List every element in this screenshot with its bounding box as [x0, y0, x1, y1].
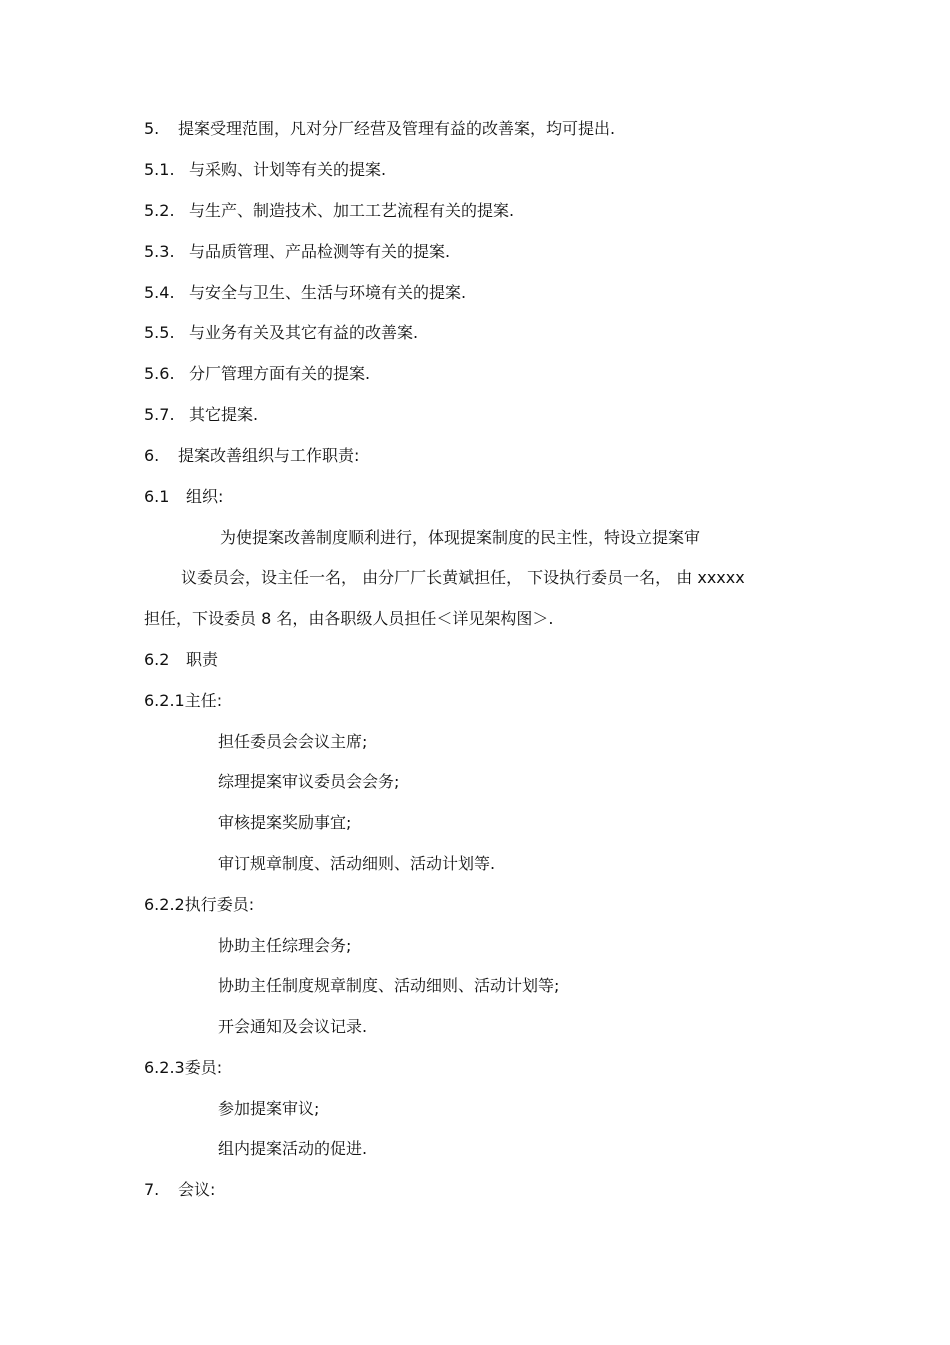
section-5-1: [144, 160, 386, 180]
section-6-2: [144, 650, 218, 670]
section-5-heading: [144, 119, 615, 139]
duty-item: 综理提案审议委员会会务;: [218, 772, 400, 791]
section-6-heading: [144, 446, 359, 466]
section-number: 5.1.: [144, 160, 175, 179]
section-text: 其它提案.: [189, 405, 259, 424]
section-number: 6.1: [144, 487, 170, 506]
section-text: 与品质管理、产品检测等有关的提案.: [189, 242, 451, 261]
duty-item: 协助主任综理会务;: [218, 936, 352, 955]
section-number: 6.2.2: [144, 895, 185, 914]
section-text: 与采购、计划等有关的提案.: [189, 160, 387, 179]
section-number: 5.5.: [144, 323, 175, 342]
section-number: 5.2.: [144, 201, 175, 220]
section-number: 6.2.3: [144, 1058, 185, 1077]
duty-item: 担任委员会会议主席;: [218, 732, 368, 751]
section-number: 5.: [144, 119, 160, 138]
section-7-heading: [144, 1180, 215, 1200]
section-text: 会议:: [178, 1180, 216, 1199]
section-number: 5.3.: [144, 242, 175, 261]
section-6-1: [144, 487, 223, 507]
section-5-4: [144, 283, 466, 303]
section-5-3: [144, 242, 450, 262]
section-text: 执行委员:: [184, 895, 255, 914]
section-5-6: [144, 364, 370, 384]
section-number: 5.4.: [144, 283, 175, 302]
section-text: 与业务有关及其它有益的改善案.: [189, 323, 419, 342]
section-text: 职责: [186, 650, 219, 669]
organization-paragraph-line-3: 担任，下设委员 8 名，由各职级人员担任＜详见架构图＞.: [144, 609, 554, 628]
section-5-2: [144, 201, 514, 221]
section-5-5: [144, 323, 418, 343]
section-6-2-2: [144, 895, 254, 915]
section-text: 提案改善组织与工作职责:: [178, 446, 360, 465]
section-text: 委员:: [184, 1058, 223, 1077]
section-number: 6.2: [144, 650, 170, 669]
duty-item: 审核提案奖励事宜;: [218, 813, 352, 832]
section-number: 6.2.1: [144, 691, 185, 710]
section-6-2-1: [144, 691, 222, 711]
section-text: 与安全与卫生、生活与环境有关的提案.: [189, 283, 467, 302]
section-6-2-3: [144, 1058, 222, 1078]
section-5-7: [144, 405, 258, 425]
section-text: 与生产、制造技术、加工工艺流程有关的提案.: [189, 201, 515, 220]
section-text: 主任:: [184, 691, 223, 710]
duty-item: 协助主任制度规章制度、活动细则、活动计划等;: [218, 976, 560, 995]
section-number: 7.: [144, 1180, 160, 1199]
section-text: 组织:: [186, 487, 224, 506]
section-text: 分厂管理方面有关的提案.: [189, 364, 371, 383]
duty-item: 参加提案审议;: [218, 1099, 320, 1118]
duty-item: 组内提案活动的促进.: [218, 1139, 368, 1158]
organization-paragraph-line-1: 为使提案改善制度顺利进行，体现提案制度的民主性，特设立提案审: [220, 528, 701, 547]
duty-item: 审订规章制度、活动细则、活动计划等.: [218, 854, 496, 873]
section-number: 5.7.: [144, 405, 175, 424]
section-number: 6.: [144, 446, 160, 465]
organization-paragraph-line-2: 议委员会，设主任一名， 由分厂厂长黄斌担任， 下设执行委员一名， 由 xxxxx: [181, 568, 745, 587]
duty-item: 开会通知及会议记录.: [218, 1017, 368, 1036]
section-number: 5.6.: [144, 364, 175, 383]
section-text: 提案受理范围，凡对分厂经营及管理有益的改善案，均可提出.: [178, 119, 616, 138]
